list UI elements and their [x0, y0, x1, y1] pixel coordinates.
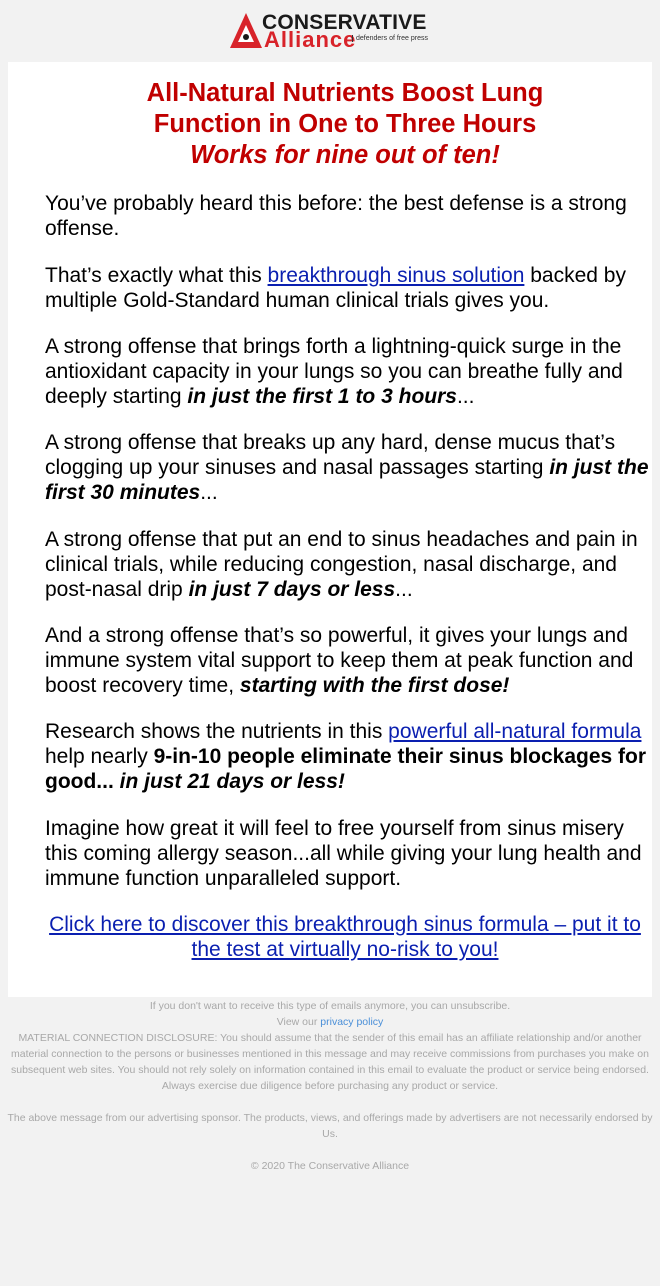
paragraph-5-ellipsis: ...	[395, 578, 413, 601]
paragraph-3-emphasis: in just the first 1 to 3 hours	[187, 385, 457, 408]
headline	[8, 78, 660, 171]
paragraph-6-emphasis: starting with the first dose!	[239, 674, 510, 697]
conservative-alliance-logo[interactable]	[230, 12, 430, 50]
breakthrough-sinus-solution-link[interactable]: breakthrough sinus solution	[267, 264, 525, 287]
paragraph-5-emphasis: in just 7 days or less	[188, 578, 396, 601]
cta-block	[48, 912, 642, 962]
logo-word-alliance: Alliance	[264, 27, 357, 52]
paragraph-6-text: And a strong offense that’s so powerful, it gives your lungs and immune system vital support to keep them at peak function and boost recovery time,	[45, 624, 634, 697]
privacy-line	[0, 1014, 660, 1030]
powerful-all-natural-formula-link[interactable]: powerful all-natural formula	[388, 720, 642, 743]
email-footer	[0, 998, 660, 1174]
paragraph-7-emphasis: in just 21 days or less!	[113, 770, 345, 793]
headline-line-2: Function in One to Three Hours	[153, 110, 537, 138]
triangle-emblem-icon	[230, 12, 264, 50]
headline-line-1: All-Natural Nutrients Boost Lung	[146, 79, 544, 107]
paragraph-6	[45, 623, 649, 698]
cta-link[interactable]: Click here to discover this breakthrough sinus formula – put it to the test at virtually no-risk to you!	[49, 913, 641, 961]
paragraph-7-text-b: help nearly	[45, 745, 154, 768]
copyright: © 2020 The Conservative Alliance	[250, 1160, 410, 1172]
headline-subtitle: Works for nine out of ten!	[190, 141, 500, 169]
paragraph-4-ellipsis: ...	[200, 481, 218, 504]
paragraph-1-text: You’ve probably heard this before: the best defense is a strong offense.	[45, 192, 627, 240]
unsubscribe-notice[interactable]: If you don't want to receive this type of emails anymore, you can unsubscribe.	[149, 1000, 511, 1012]
paragraph-7	[45, 719, 649, 794]
paragraph-3-ellipsis: ...	[456, 385, 475, 408]
privacy-policy-link[interactable]: privacy policy	[320, 1016, 384, 1028]
paragraph-3	[45, 334, 649, 409]
paragraph-8	[45, 816, 649, 891]
paragraph-5	[45, 527, 649, 602]
paragraph-7-text-a: Research shows the nutrients in this	[45, 720, 389, 743]
paragraph-5-text: A strong offense that put an end to sinus headaches and pain in clinical trials, while reducing congestion, nasal discharge, and post-nasal drip	[45, 528, 638, 601]
sponsor-note: The above message from our advertising sponsor. The products, views, and offerings made by advertisers are not necessarily endorsed by Us.	[7, 1112, 653, 1140]
paragraph-4-text: A strong offense that breaks up any hard, dense mucus that’s clogging up your sinuses and nasal passages starting	[45, 431, 616, 479]
logo-word-conservative: CONSERVATIVE	[262, 11, 427, 34]
paragraph-2	[45, 263, 649, 313]
paragraph-8-text: Imagine how great it will feel to free yourself from sinus misery this coming allergy season...all while giving your lung health and immune function unparalleled support.	[45, 817, 642, 890]
paragraph-3-text: A strong offense that brings forth a lightning-quick surge in the antioxidant capacity in your lungs so you can breathe fully and deeply starting	[45, 335, 623, 408]
material-connection-disclosure: MATERIAL CONNECTION DISCLOSURE: You should assume that the sender of this email has an affiliate relationship and/or another material connection to the persons or businesses mentioned in this message and may receive commissions from purchases you make on subsequent web sites. You should not rely solely on information contained in this email to evaluate the product or service being endorsed. Always exercise due diligence before purchasing any product or service.	[11, 1032, 649, 1092]
paragraph-2-text-b: backed by multiple Gold-Standard human clinical trials gives you.	[45, 264, 626, 312]
paragraph-4-emphasis: in just the first 30 minutes	[45, 456, 649, 504]
logo-tagline: defenders of free press	[352, 35, 434, 42]
paragraph-1	[45, 191, 649, 241]
email-header	[0, 0, 660, 62]
email-content-card	[8, 62, 652, 997]
paragraph-4	[45, 430, 649, 505]
paragraph-7-bold: 9-in-10 people eliminate their sinus blockages for good...	[45, 745, 647, 793]
paragraph-2-text-a: That’s exactly what this	[45, 264, 268, 287]
privacy-prefix: View our	[276, 1016, 321, 1028]
